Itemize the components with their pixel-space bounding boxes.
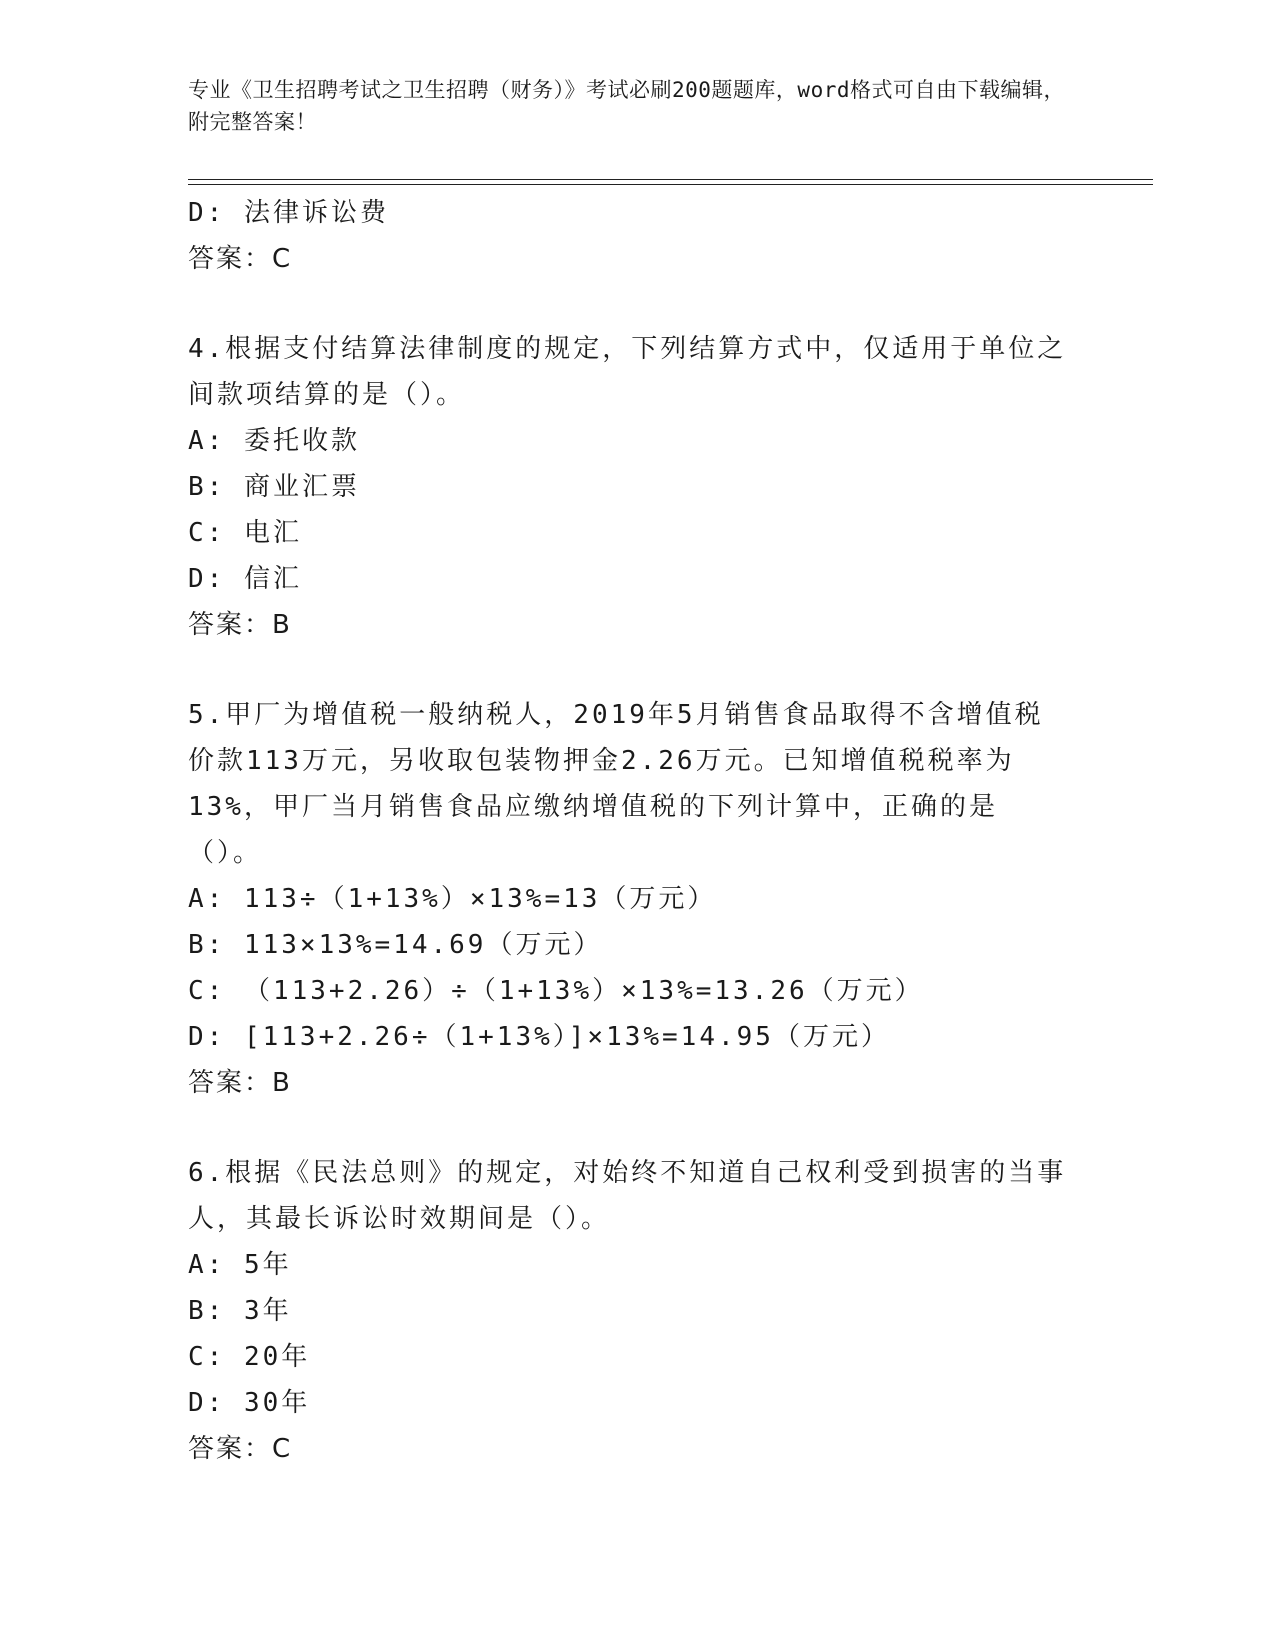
- question-text: 5.甲厂为增值税一般纳税人，2019年5月销售食品取得不含增值税价款113万元，另收取包装物押金2.26万元。已知增值税税率为13%，甲厂当月销售食品应缴纳增值税的下列计算中，正确的是（）。: [188, 700, 1044, 868]
- option-c: C: 电汇: [188, 518, 302, 548]
- option-a: A: 5年: [188, 1250, 292, 1280]
- option-d: D: 30年: [188, 1388, 311, 1418]
- spacer: [188, 1106, 1068, 1150]
- document-header: 专业《卫生招聘考试之卫生招聘（财务）》考试必刷200题题库，word格式可自由下载编辑，附完整答案！: [188, 78, 1065, 134]
- option-b: B: 商业汇票: [188, 472, 360, 502]
- header-divider-bottom: [188, 184, 1153, 185]
- answer: 答案：B: [188, 610, 292, 640]
- option-d: D: [113+2.26÷（1+13%）]×13%=14.95（万元）: [188, 1022, 890, 1052]
- answer: 答案：C: [188, 1434, 293, 1464]
- question-block: [188, 326, 1068, 648]
- option-b: B: 3年: [188, 1296, 292, 1326]
- spacer: [188, 648, 1068, 692]
- option-c: C: （113+2.26）÷（1+13%）×13%=13.26（万元）: [188, 976, 924, 1006]
- answer: 答案：B: [188, 1068, 292, 1098]
- question-block: [188, 692, 1068, 1106]
- option-a: A: 委托收款: [188, 426, 360, 456]
- header-divider-top: [188, 179, 1153, 180]
- answer: 答案：C: [188, 244, 293, 274]
- option-b: B: 113×13%=14.69（万元）: [188, 930, 603, 960]
- option-d: D: 法律诉讼费: [188, 198, 389, 228]
- spacer: [188, 282, 1068, 326]
- question-content: [188, 190, 1068, 1472]
- option-a: A: 113÷（1+13%）×13%=13（万元）: [188, 884, 717, 914]
- question-text: 4.根据支付结算法律制度的规定，下列结算方式中，仅适用于单位之间款项结算的是（）。: [188, 334, 1067, 410]
- option-d: D: 信汇: [188, 564, 302, 594]
- option-c: C: 20年: [188, 1342, 311, 1372]
- question-block: [188, 1150, 1068, 1472]
- question-text: 6.根据《民法总则》的规定，对始终不知道自己权利受到损害的当事人，其最长诉讼时效期间是（）。: [188, 1158, 1067, 1234]
